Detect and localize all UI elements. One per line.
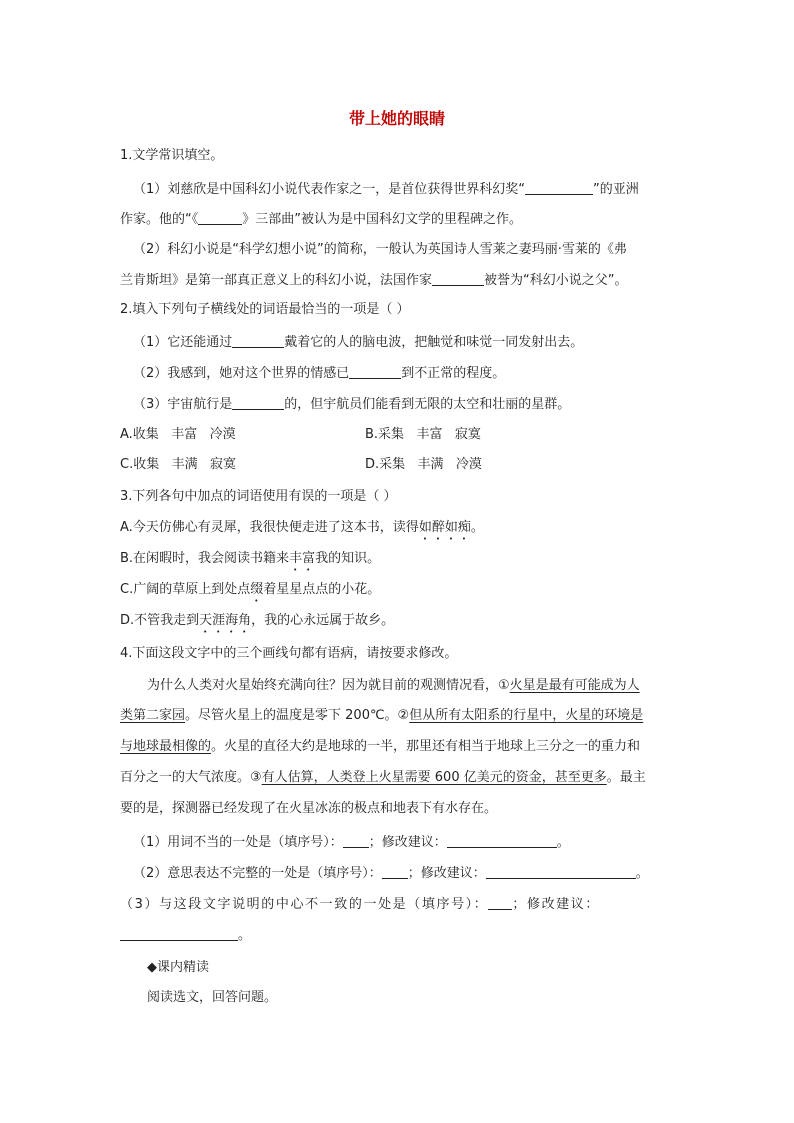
answer-blank[interactable] [486,865,636,879]
passage-line-3: 与地球最相像的。火星的直径大约是地球的一半，那里还有相当于地球上三分之一的重力和 [120,739,641,754]
answer-blank[interactable] [447,834,557,848]
question-2-option-c[interactable]: C.收集 丰满 寂寞 [120,457,237,472]
question-1-part-1-line-2: 作家。他的“《 》三部曲”被认为是中国科幻文学的里程碑之作。 [120,212,522,227]
question-3-heading: 3.下列各句中加点的词语使用有误的一项是（ ） [120,489,397,504]
answer-blank[interactable] [198,211,242,225]
question-3-option-d[interactable]: D.不管我走到天涯海角，我的心永远属于故乡。 [120,613,395,628]
underlined-sentence-3: 有人估算，人类登上火星需要 600 亿美元的资金，甚至更多 [261,770,607,785]
answer-blank[interactable] [382,865,408,879]
question-1-part-2-line-2: 兰肯斯坦》是第一部真正意义上的科幻小说，法国作家 被誉为“科幻小说之父”。 [120,273,628,288]
dotted-phrase: 丰富 [289,551,316,566]
question-4-heading: 4.下面这段文字中的三个画线句都有语病，请按要求修改。 [120,646,458,661]
question-2-option-a[interactable]: A.收集 丰富 冷漠 [120,427,236,442]
question-3-option-b[interactable]: B.在闲暇时，我会阅读书籍来丰富我的知识。 [120,551,381,566]
section-instruction: 阅读选文，回答问题。 [147,990,278,1005]
question-2-sentence-3: （3）宇宙航行是 的，但宇航员们能看到无限的太空和壮丽的星群。 [133,397,571,412]
question-4-answer-1: （1）用词不当的一处是（填序号）： ；修改建议： 。 [133,835,570,850]
dotted-phrase: 缀 [250,582,264,597]
question-4-answer-3-cont: 。 [120,927,676,944]
question-2-heading: 2.填入下列句子横线处的词语最恰当的一项是（ ） [120,302,410,317]
section-marker: ◆课内精读 [147,960,209,975]
question-2-option-d[interactable]: D.采集 丰满 冷漠 [365,457,482,472]
answer-blank[interactable] [343,834,369,848]
dotted-phrase: 如醉如痴 [418,520,471,535]
question-1-part-2-line-1: （2）科幻小说是“科学幻想小说”的简称，一般认为英国诗人雪莱之妻玛丽·雪莱的《弗 [133,242,627,257]
question-2-option-b[interactable]: B.采集 丰富 寂寞 [365,427,481,442]
underlined-sentence-1-end: 类第二家园 [120,708,186,723]
question-3-option-a[interactable]: A.今天仿佛心有灵犀，我很快便走进了这本书，读得如醉如痴。 [120,520,484,535]
page-title: 带上她的眼睛 [348,109,445,128]
question-1-part-1-line-1: （1）刘慈欣是中国科幻小说代表作家之一，是首位获得世界科幻奖“ ”的亚洲 [133,182,639,197]
passage-line-5: 要的是，探测器已经发现了在火星冰冻的极点和地表下有水存在。 [120,801,498,816]
answer-blank[interactable] [120,927,238,941]
underlined-sentence-2: 但从所有太阳系的行星中，火星的环境是 [409,708,644,723]
answer-blank[interactable] [349,365,401,379]
passage-line-4: 百分之一的大气浓度。③有人估算，人类登上火星需要 600 亿美元的资金，甚至更多。最主 [120,770,646,785]
passage-line-1: 为什么人类对火星始终充满向往？因为就目前的观测情况看，①火星是最有可能成为人 [147,678,640,693]
question-2-sentence-1: （1）它还能通过 戴着它的人的脑电波，把触觉和味觉一同发射出去。 [133,335,584,350]
answer-blank[interactable] [525,181,593,195]
dotted-phrase: 天涯海角 [199,613,252,628]
answer-blank[interactable] [232,396,284,410]
answer-blank[interactable] [432,272,484,286]
underlined-sentence-1: 火星是最有可能成为人 [509,678,640,693]
passage-line-2: 类第二家园。尽管火星上的温度是零下 200℃。②但从所有太阳系的行星中，火星的环境是 [120,708,644,723]
question-4-answer-3: （3）与这段文字说明的中心不一致的一处是（填序号）： ；修改建议： [120,897,600,912]
question-2-sentence-2: （2）我感到，她对这个世界的情感已 到不正常的程度。 [133,366,506,381]
question-3-option-c[interactable]: C.广阔的草原上到处点缀着星星点点的小花。 [120,582,381,597]
answer-blank[interactable] [232,334,284,348]
underlined-sentence-2-end: 与地球最相像的 [120,739,212,754]
question-1-heading: 1.文学常识填空。 [120,148,224,163]
answer-blank[interactable] [488,896,512,910]
question-4-answer-2: （2）意思表达不完整的一处是（填序号）： ；修改建议： 。 [133,866,649,881]
